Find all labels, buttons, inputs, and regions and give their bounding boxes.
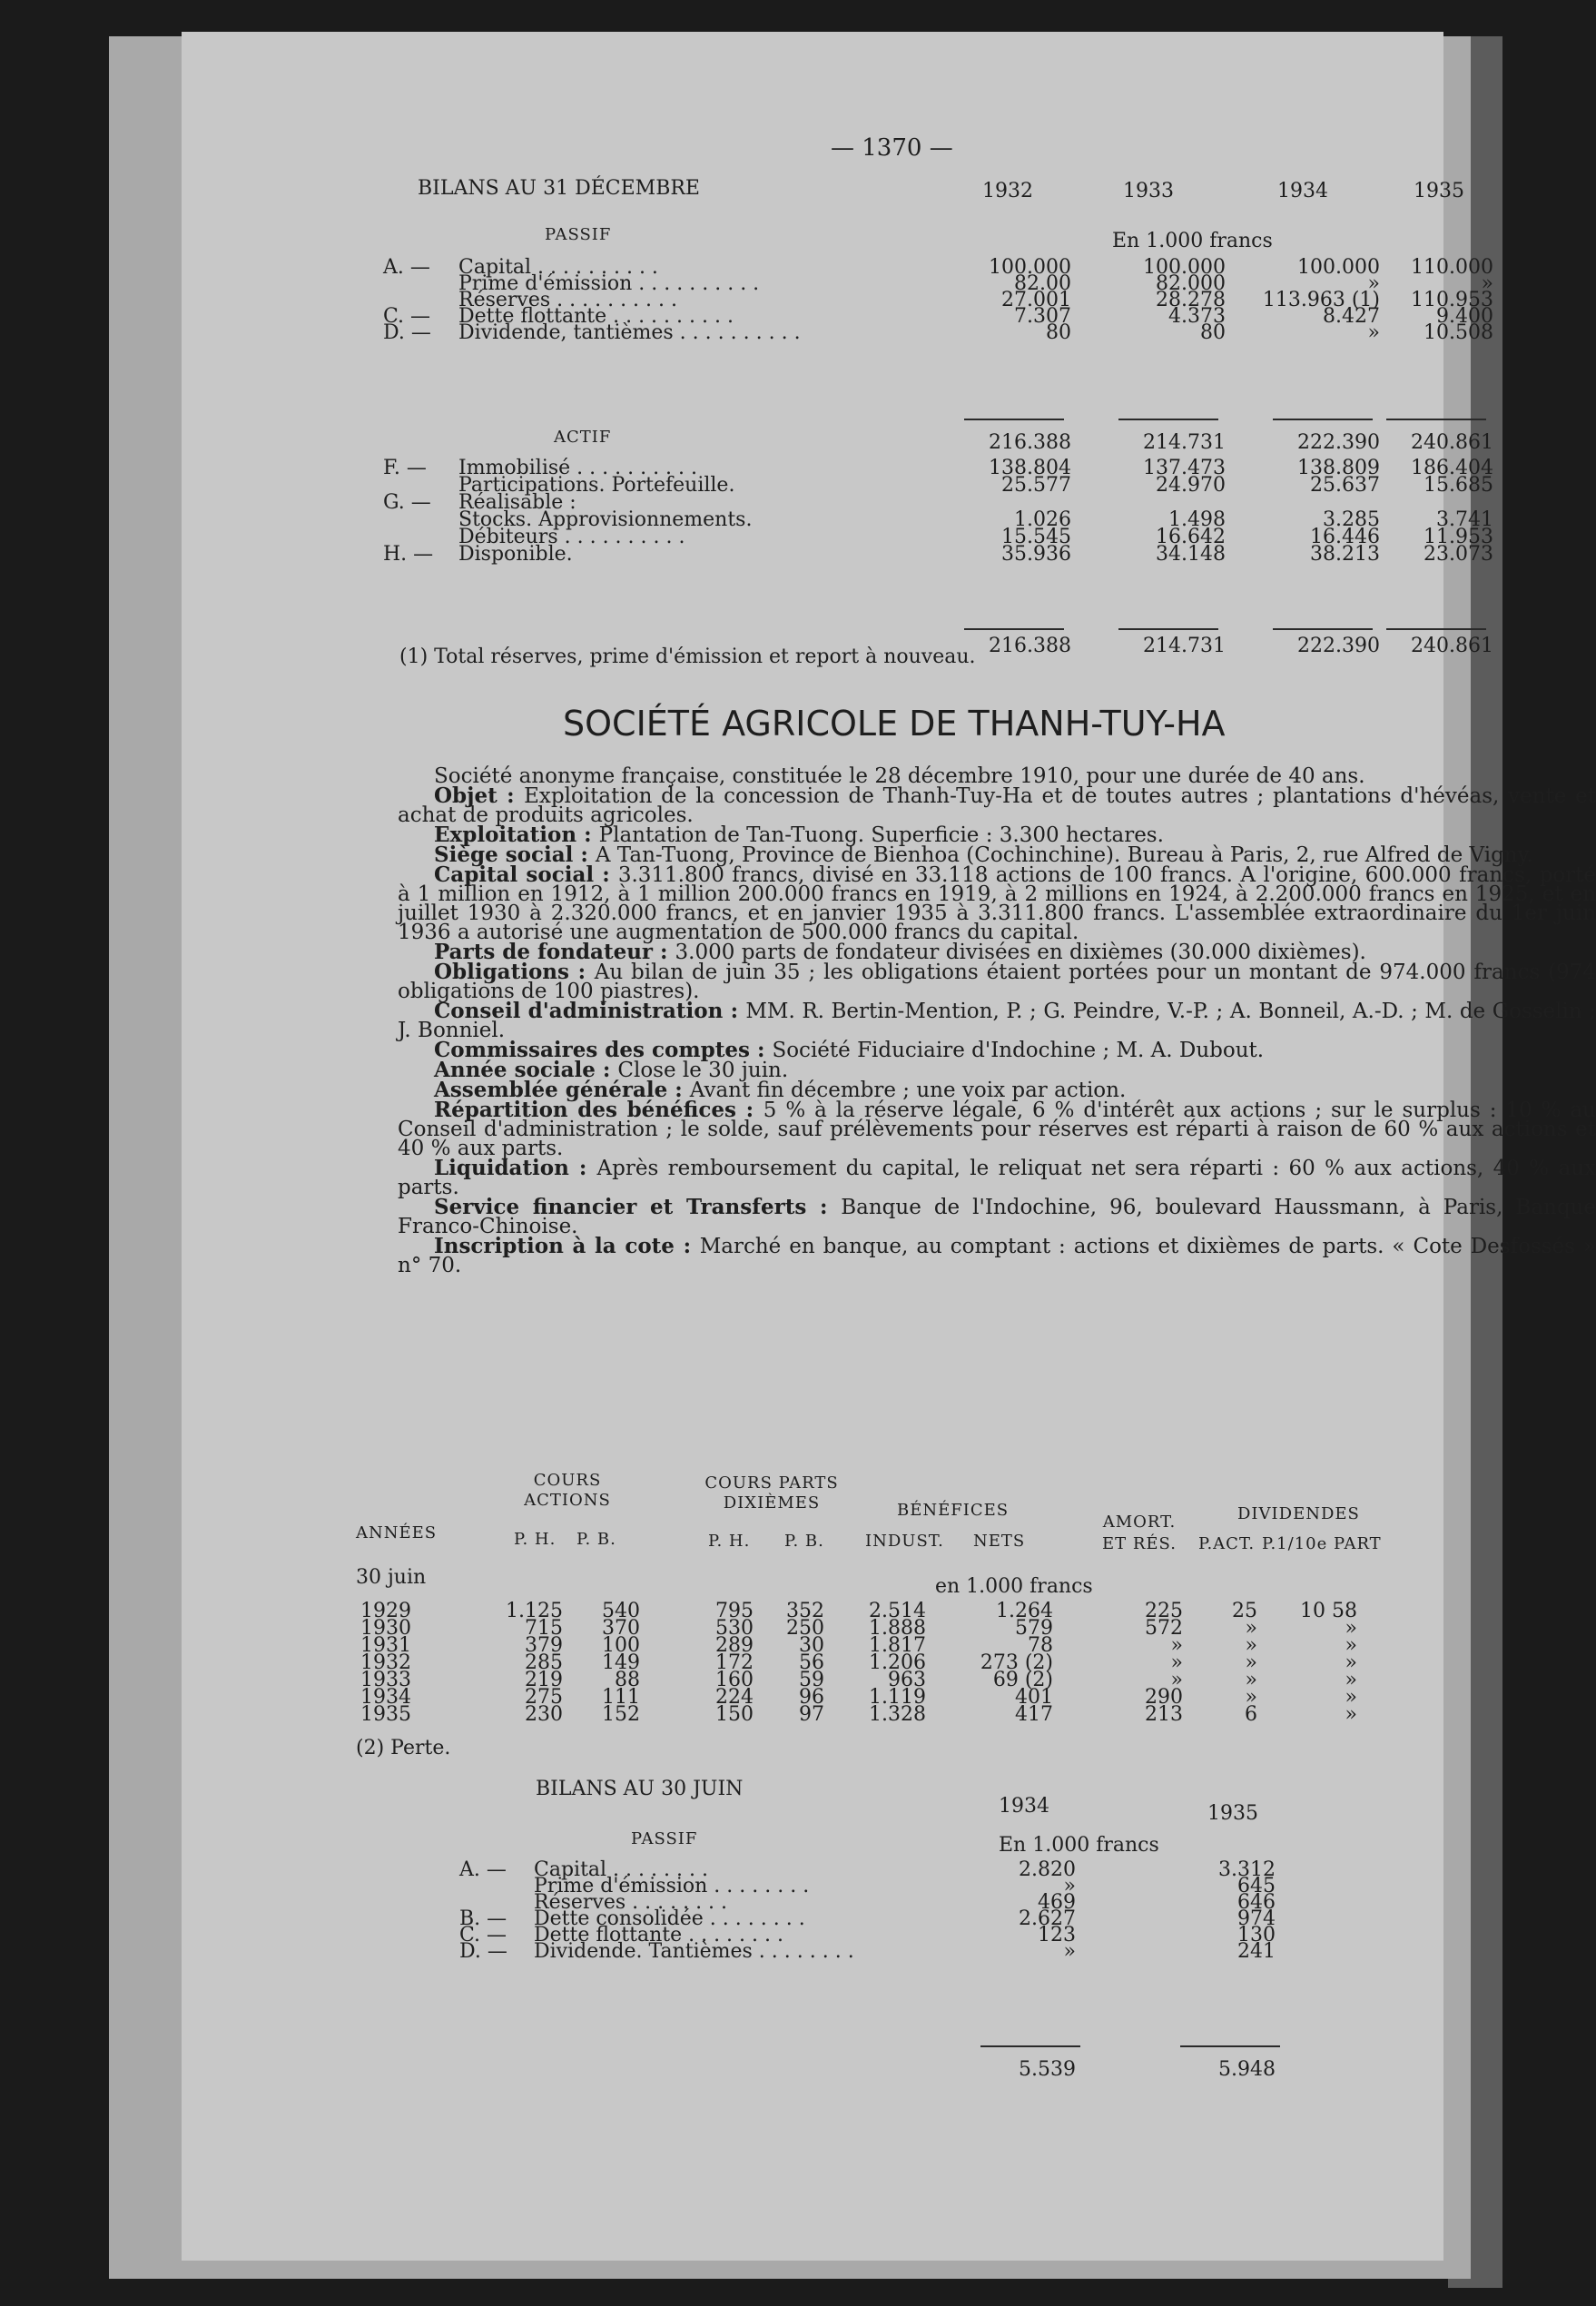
cell-value: 123 [1038,1924,1076,1946]
table-cell: 273 (2) [980,1651,1053,1674]
row-prefix: F. — [383,457,427,479]
table-cell: 6 [1245,1703,1257,1726]
row-prefix: C. — [459,1924,507,1946]
entry-text: Plantation de Tan-Tuong. Superficie : 3.300 hectares. [598,823,1164,847]
cell-value: 2.820 [1019,1858,1076,1881]
entry-label: Capital social : [434,862,618,887]
company-entries [398,783,1596,1277]
total-value: 214.731 [1143,635,1226,657]
row-prefix: D. — [459,1940,507,1963]
cell-value: » [1063,1875,1076,1897]
table-cell: 152 [602,1703,640,1726]
cell-value: 23.073 [1424,543,1493,566]
entry-text: Au bilan de juin 35 ; les obligations étaient portées pour un montant de 974.000 francs (974 obligations de 100 piastres). [398,961,1596,1003]
header-cours-actions: COURS ACTIONS [524,1471,611,1510]
row-label: Immobilisé . . . . . . . . . . [458,457,698,479]
header-pb: P. B. [576,1530,616,1549]
entry-paragraph [398,1100,1596,1158]
entry-label: Conseil d'administration : [434,999,746,1023]
cell-value: 16.642 [1156,526,1226,548]
year-header: 1935 [1414,180,1464,202]
table-cell: » [1245,1669,1257,1691]
cell-value: 138.804 [989,457,1071,479]
table-cell: » [1345,1634,1357,1657]
row-label: Participations. Portefeuille. [458,474,735,497]
table-cell: 150 [715,1703,754,1726]
total-value: 240.861 [1411,431,1493,454]
cell-value: 7.307 [1014,305,1071,328]
table-cell: 1.328 [869,1703,926,1726]
cell-value: 4.373 [1168,305,1226,328]
table-cell: 213 [1145,1703,1183,1726]
cell-value: 645 [1237,1875,1276,1897]
bilans-juin-title: BILANS AU 30 JUIN [536,1778,744,1800]
entry-text: Marché en banque, au comptant : actions et dixièmes de parts. « Cote Desfossés » n° 70. [398,1235,1596,1277]
table-cell: 59 [799,1669,824,1691]
table-cell: 219 [525,1669,563,1691]
row-prefix: A. — [459,1858,507,1881]
cell-value: 10.508 [1424,321,1493,344]
table-cell: 1.206 [869,1651,926,1674]
actif-label: ACTIF [554,428,612,447]
cell-value: 1.498 [1168,508,1226,531]
rule [980,2045,1080,2047]
row-label: Prime d'émission . . . . . . . . . . [458,272,760,295]
table-cell: 379 [525,1634,563,1657]
row-label: Dette flottante . . . . . . . . [534,1924,783,1946]
cell-value: 15.685 [1424,474,1493,497]
cell-value: 25.637 [1310,474,1380,497]
entry-label: Parts de fondateur : [434,940,675,964]
cell-value: 138.809 [1297,457,1380,479]
entry-paragraph [398,962,1596,1001]
cell-value: 15.545 [1001,526,1071,548]
table-cell: 289 [715,1634,754,1657]
cell-value: » [1367,321,1380,344]
entry-text: Banque de l'Indochine, 96, boulevard Haussmann, à Paris, Banque Franco-Chinoise. [398,1196,1596,1238]
header-dividendes: DIVIDENDES [1237,1504,1360,1523]
table-cell: 1.888 [869,1617,926,1640]
table-cell: 572 [1145,1617,1183,1640]
total-value: 222.390 [1297,635,1380,657]
entry-text: A Tan-Tuong, Province de Bienhoa (Cochinchine). Bureau à Paris, 2, rue Alfred de Vigny. [595,843,1533,867]
cell-value: 80 [1200,321,1226,344]
entry-paragraph [398,1158,1596,1197]
table-cell: » [1345,1617,1357,1640]
entry-text: Société Fiduciaire d'Indochine ; M. A. Dubout. [772,1039,1265,1062]
year-header: 1935 [1207,1802,1258,1825]
table-cell: » [1245,1651,1257,1674]
entry-text: Close le 30 juin. [617,1059,789,1082]
table-cell: » [1345,1651,1357,1674]
table-cell: » [1170,1651,1183,1674]
entry-text: MM. R. Bertin-Mention, P. ; G. Peindre, V.-P. ; A. Bonneil, A.-D. ; M. de Gosselin ; J. Bonniel. [398,1000,1596,1042]
entry-text: Exploitation de la concession de Thanh-Tuy-Ha et de toutes autres ; plantations d'hévéas, vente et achat de produits agricoles. [398,784,1596,827]
total-value: 5.539 [1019,2058,1076,2081]
total-value: 222.390 [1297,431,1380,454]
header-indust: INDUST. [865,1532,944,1551]
entry-label: Service financier et Transferts : [434,1195,842,1219]
year-header: 1933 [1123,180,1174,202]
cell-value: 3.741 [1436,508,1493,531]
entry-label: Répartition des bénéfices : [434,1098,764,1122]
table-cell: » [1245,1634,1257,1657]
cell-value: » [1481,272,1493,295]
table-cell: 230 [525,1703,563,1726]
entry-text: 3.311.800 francs, divisé en 33.118 actions de 100 francs. A l'origine, 600.000 francs, porté à 1 million en 1912, à 1 million 200.000 francs en 1919, à 2 millions en 1924, à 2.200.000 francs en 1925, et en juillet 1930 à 2.320.000 francs, et en janvier 1935 à 3.311.800 francs. L'assemblée extraordinaire du 1er juin 1936 a autorisé une augmentation de 500.000 francs du capital. [398,863,1596,944]
cell-value: 110.953 [1411,289,1493,311]
header-ph: P. H. [708,1532,751,1551]
table-cell: 1.264 [996,1600,1053,1622]
bilans-footnote: (1) Total réserves, prime d'émission et report à nouveau. [399,645,976,668]
cell-value: 82.00 [1014,272,1071,295]
row-label: Dividende, tantièmes . . . . . . . . . . [458,321,801,344]
row-prefix: A. — [383,256,430,279]
table-cell: 285 [525,1651,563,1674]
rule [964,419,1064,420]
cell-value: 241 [1237,1940,1276,1963]
cell-value: 8.427 [1323,305,1380,328]
page-number: — 1370 — [831,134,953,162]
table-cell: 111 [602,1686,640,1709]
row-label: Capital . . . . . . . . . . [458,256,658,279]
table-cell: » [1170,1669,1183,1691]
cell-value: 34.148 [1156,543,1226,566]
header-ph: P. H. [514,1530,557,1549]
entry-paragraph [398,862,1596,944]
header-pb: P. B. [784,1532,824,1551]
entry-paragraph [398,1197,1596,1237]
company-body [398,764,1596,1277]
period-label: 30 juin [356,1566,427,1589]
table-cell: 2.514 [869,1600,926,1622]
rule [1386,419,1486,420]
table-cell: 172 [715,1651,754,1674]
cours-footnote: (2) Perte. [356,1737,451,1759]
entry-label: Assemblée générale : [434,1078,690,1102]
cell-value: 113.963 (1) [1262,289,1380,311]
year-header: 1932 [982,180,1033,202]
unit-label: en 1.000 francs [935,1575,1093,1598]
cell-value: 469 [1038,1891,1076,1914]
table-cell: 795 [715,1600,754,1622]
table-cell: 417 [1015,1703,1053,1726]
table-cell: 96 [799,1686,824,1709]
row-label: Dette consolidée . . . . . . . . [534,1907,805,1930]
entry-label: Liquidation : [434,1156,597,1180]
passif-label: PASSIF [631,1829,698,1848]
row-label: Prime d'émission . . . . . . . . [534,1875,810,1897]
entry-label: Objet : [434,783,525,808]
cell-value: 28.278 [1156,289,1226,311]
entry-text: 3.000 parts de fondateur divisées en dixièmes (30.000 dixièmes). [675,941,1366,964]
cell-value: 646 [1237,1891,1276,1914]
cell-value: 82.000 [1156,272,1226,295]
rule [964,628,1064,630]
cell-value: 130 [1237,1924,1276,1946]
cell-value: 974 [1237,1907,1276,1930]
total-value: 216.388 [989,431,1071,454]
table-cell: 100 [602,1634,640,1657]
table-cell: 97 [799,1703,824,1726]
table-cell: 275 [525,1686,563,1709]
cell-value: 186.404 [1411,457,1493,479]
year-cell: 1932 [360,1651,411,1674]
header-nets: NETS [973,1532,1026,1551]
header-cours-parts: COURS PARTS DIXIÈMES [704,1473,839,1513]
company-title: SOCIÉTÉ AGRICOLE DE THANH-TUY-HA [563,704,1226,744]
table-cell: 56 [799,1651,824,1674]
entry-label: Obligations : [434,960,595,984]
table-cell: 963 [888,1669,926,1691]
cell-value: 100.000 [1143,256,1226,279]
year-cell: 1929 [360,1600,411,1622]
rule [1118,628,1218,630]
cell-value: » [1063,1940,1076,1963]
table-cell: 401 [1015,1686,1053,1709]
row-label: Débiteurs . . . . . . . . . . [458,526,685,548]
year-cell: 1935 [360,1703,411,1726]
row-label: Réserves . . . . . . . . [534,1891,728,1914]
entry-paragraph [398,783,1596,827]
cell-value: » [1367,272,1380,295]
total-value: 216.388 [989,635,1071,657]
table-cell: 69 (2) [992,1669,1053,1691]
cell-value: 16.446 [1310,526,1380,548]
entry-paragraph [398,1001,1596,1040]
header-benefices: BÉNÉFICES [897,1501,1010,1520]
table-cell: 250 [786,1617,824,1640]
table-cell: 25 [1232,1600,1257,1622]
cell-value: 27.001 [1001,289,1071,311]
intro-text: Société anonyme française, constituée le 28 décembre 1910, pour une durée de 40 ans. [434,764,1365,788]
table-cell: 149 [602,1651,640,1674]
table-cell: 1.125 [506,1600,563,1622]
row-prefix: G. — [383,491,431,514]
rule [1273,628,1373,630]
table-cell: 225 [1145,1600,1183,1622]
cell-value: 3.312 [1218,1858,1276,1881]
year-header: 1934 [999,1795,1049,1818]
rule [1273,419,1373,420]
row-label: Stocks. Approvisionnements. [458,508,753,531]
row-label: Dividende. Tantièmes . . . . . . . . [534,1940,854,1963]
passif-label: PASSIF [545,225,612,244]
row-label: Capital . . . . . . . . [534,1858,708,1881]
header-annees: ANNÉES [356,1523,438,1542]
table-cell: 1.817 [869,1634,926,1657]
unit-label: En 1.000 francs [999,1834,1159,1857]
table-cell: 160 [715,1669,754,1691]
entry-paragraph [398,1234,1596,1277]
cell-value: 110.000 [1411,256,1493,279]
rule [1118,419,1218,420]
table-cell: » [1345,1686,1357,1709]
entry-label: Exploitation : [434,823,599,847]
cell-value: 2.627 [1019,1907,1076,1930]
table-cell: 530 [715,1617,754,1640]
unit-label: En 1.000 francs [1112,230,1273,252]
table-cell: » [1345,1703,1357,1726]
year-cell: 1933 [360,1669,411,1691]
cell-value: 100.000 [1297,256,1380,279]
cell-value: 80 [1046,321,1071,344]
bilans-decembre-title: BILANS AU 31 DÉCEMBRE [418,177,700,200]
year-header: 1934 [1277,180,1328,202]
table-cell: 88 [615,1669,640,1691]
header-amort: AMORT. ET RÉS. [1102,1513,1177,1553]
entry-text: Après remboursement du capital, le reliquat net sera réparti : 60 % aux actions, 40 % aux parts. [398,1157,1596,1199]
year-cell: 1931 [360,1634,411,1657]
total-value: 5.948 [1218,2058,1276,2081]
row-prefix: C. — [383,305,431,328]
rule [1180,2045,1280,2047]
table-cell: 30 [799,1634,824,1657]
company-intro [398,764,1596,788]
table-cell: 352 [786,1600,824,1622]
row-prefix: B. — [459,1907,507,1930]
table-cell: 715 [525,1617,563,1640]
year-cell: 1930 [360,1617,411,1640]
entry-label: Siège social : [434,843,596,867]
header-p10: P.1/10e PART [1262,1534,1382,1553]
entry-label: Inscription à la cote : [434,1234,700,1258]
cell-value: 25.577 [1001,474,1071,497]
header-pact: P.ACT. [1198,1534,1256,1553]
table-cell: » [1345,1669,1357,1691]
row-label: Disponible. [458,543,573,566]
cell-value: 9.400 [1436,305,1493,328]
entry-label: Année sociale : [434,1058,618,1082]
total-value: 214.731 [1143,431,1226,454]
document-page [182,32,1596,2261]
row-label: Réalisable : [458,491,576,514]
year-cell: 1934 [360,1686,411,1709]
table-cell: 290 [1145,1686,1183,1709]
cell-value: 3.285 [1323,508,1380,531]
cell-value: 1.026 [1014,508,1071,531]
table-cell: 370 [602,1617,640,1640]
entry-label: Commissaires des comptes : [434,1038,773,1062]
entry-text: 5 % à la réserve légale, 6 % d'intérêt aux actions ; sur le surplus : 10 % au Conseil d'administration ; le solde, sauf prélèvements pour réserves est réparti à raison de 60 % aux actions et 40 % aux parts. [398,1099,1596,1160]
total-value: 240.861 [1411,635,1493,657]
table-cell: » [1170,1634,1183,1657]
cell-value: 11.953 [1424,526,1493,548]
row-label: Dette flottante . . . . . . . . . . [458,305,734,328]
cell-value: 100.000 [989,256,1071,279]
row-label: Réserves . . . . . . . . . . [458,289,678,311]
table-cell: 224 [715,1686,754,1709]
table-cell: 78 [1028,1634,1053,1657]
cell-value: 137.473 [1143,457,1226,479]
rule [1386,628,1486,630]
table-cell: 579 [1015,1617,1053,1640]
table-cell: » [1245,1617,1257,1640]
table-cell: » [1245,1686,1257,1709]
entry-text: Avant fin décembre ; une voix par action. [689,1079,1127,1102]
cell-value: 38.213 [1310,543,1380,566]
table-cell: 10 58 [1300,1600,1357,1622]
row-prefix: H. — [383,543,434,566]
table-cell: 540 [602,1600,640,1622]
cell-value: 35.936 [1001,543,1071,566]
table-cell: 1.119 [869,1686,926,1709]
row-prefix: D. — [383,321,431,344]
cell-value: 24.970 [1156,474,1226,497]
